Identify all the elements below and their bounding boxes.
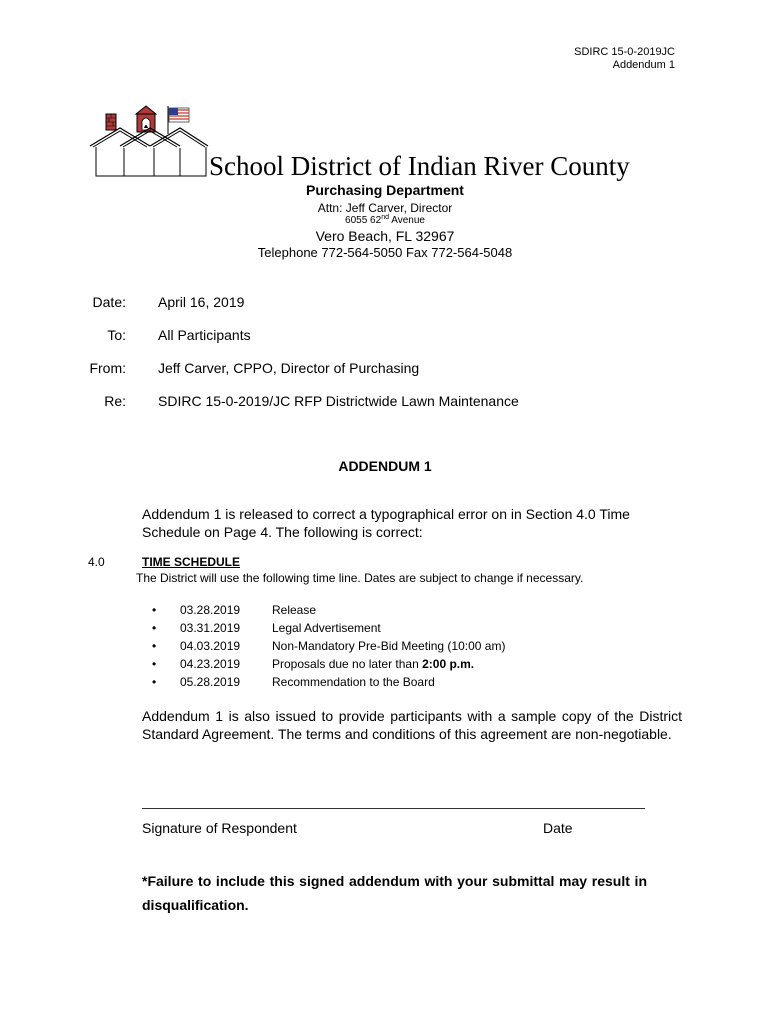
schedule-date: 04.23.2019: [180, 657, 241, 671]
bullet-icon: •: [152, 603, 157, 617]
list-item: [152, 601, 505, 619]
attention-line: Attn: Jeff Carver, Director: [317, 201, 453, 215]
city-line: Vero Beach, FL 32967: [315, 228, 455, 244]
bullet-icon: •: [152, 621, 157, 635]
memo-from-value: Jeff Carver, CPPO, Director of Purchasing: [158, 360, 420, 376]
signature-label: Signature of Respondent: [142, 820, 297, 836]
bullet-icon: •: [152, 675, 157, 689]
memo-to-label: To:: [107, 327, 126, 343]
addendum-title: ADDENDUM 1: [338, 458, 432, 474]
list-item: [152, 619, 505, 637]
phone-fax-line: Telephone 772-564-5050 Fax 772-564-5048: [257, 245, 513, 260]
memo-re-value: SDIRC 15-0-2019/JC RFP Districtwide Lawn Maintenance: [158, 393, 519, 409]
memo-to-value: All Participants: [158, 327, 251, 343]
list-item: [152, 637, 505, 655]
schedule-event: [272, 655, 474, 673]
schedule-date: 03.31.2019: [180, 621, 241, 635]
memo-from-label: From:: [89, 360, 126, 376]
memo-date-label: Date:: [92, 294, 126, 310]
document-reference: [574, 46, 675, 72]
list-item: [152, 673, 505, 691]
list-item: [152, 655, 505, 673]
addendum-number: Addendum 1: [612, 59, 675, 71]
memo-re-label: Re:: [104, 393, 126, 409]
schedule-event: Non-Mandatory Pre-Bid Meeting (10:00 am): [272, 639, 506, 653]
bullet-icon: •: [152, 639, 157, 653]
disqualification-warning: *Failure to include this signed addendum with your submittal may result in disqualification.: [142, 873, 647, 913]
schedule-event: Legal Advertisement: [272, 621, 381, 635]
organization-name: School District of Indian River County: [209, 151, 630, 181]
schedule-date: 05.28.2019: [180, 675, 241, 689]
section-title: TIME SCHEDULE: [142, 555, 241, 569]
section-description: The District will use the following time line. Dates are subject to change if necessary.: [136, 571, 584, 585]
schedule-event: Release: [272, 603, 317, 617]
schedule-event: Recommendation to the Board: [272, 675, 435, 689]
deadline-time: 2:00 p.m.: [422, 657, 475, 671]
schedule-event-text: Proposals due no later than: [272, 657, 423, 671]
section-number: 4.0: [88, 555, 105, 569]
agreement-paragraph: Addendum 1 is also issued to provide participants with a sample copy of the District Standard Agreement. The terms and conditions of this agreement are non-negotiable.: [142, 708, 682, 742]
schedule-date: 04.03.2019: [180, 639, 241, 653]
memo-date-value: April 16, 2019: [158, 294, 245, 310]
street-address: [0, 214, 770, 226]
department-name: Purchasing Department: [306, 182, 464, 198]
schedule-list: [152, 601, 505, 691]
bullet-icon: •: [152, 657, 157, 671]
intro-paragraph: Addendum 1 is released to correct a typographical error on in Section 4.0 Time Schedule on Page 4. The following is correct:: [142, 506, 630, 540]
reference-number: SDIRC 15-0-2019JC: [574, 46, 675, 58]
street-name: Avenue: [388, 215, 425, 226]
signature-line[interactable]: [142, 808, 645, 809]
school-district-logo-icon: [88, 104, 210, 180]
street-number: 6055 62: [345, 215, 382, 226]
street-suffix: nd: [381, 214, 389, 221]
schedule-date: 03.28.2019: [180, 603, 241, 617]
date-label: Date: [543, 820, 573, 836]
